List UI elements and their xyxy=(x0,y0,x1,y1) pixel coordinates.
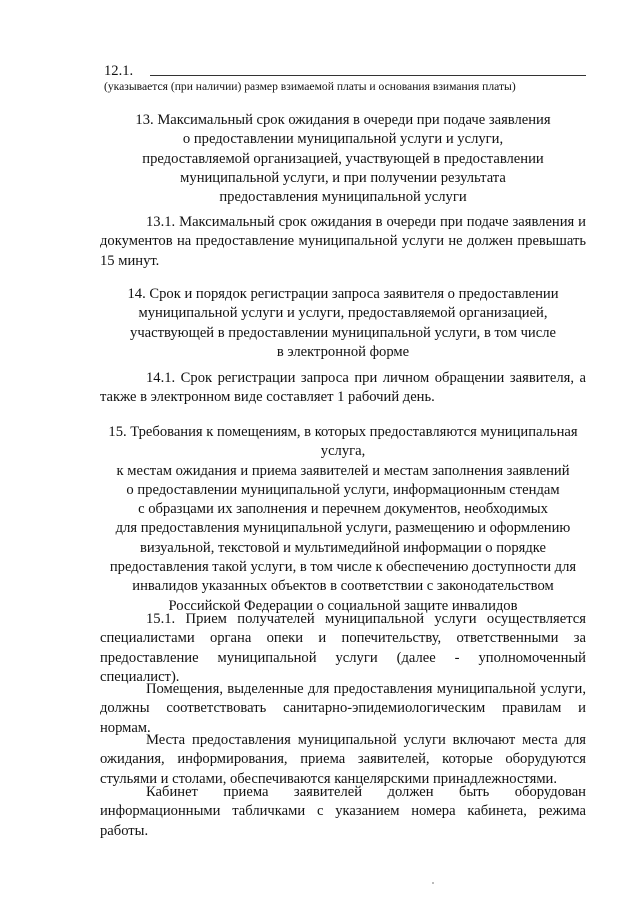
fee-field xyxy=(104,62,586,82)
heading-line: 13. Максимальный срок ожидания в очереди при подаче заявления xyxy=(135,112,551,128)
heading-line: 15. Требования к помещениям, в которых предоставляются муниципальная xyxy=(108,424,578,440)
heading-line: муниципальной услуги и услуги, предоставляемой организацией, xyxy=(138,305,548,322)
paragraph-service-places: Места предоставления муниципальной услуги включают места для ожидания, информирования, приема заявителей, которые оборудуются стульями и столами, обеспечиваются канцелярскими принадлежностями. xyxy=(100,732,586,787)
paragraph-office: Кабинет приема заявителей должен быть оборудован информационными табличками с указанием номера кабинета, режима работы. xyxy=(100,784,586,839)
heading-line: о предоставлении муниципальной услуги и услуги, xyxy=(182,131,504,148)
blank-fill-line xyxy=(150,75,586,76)
paragraph-premises: Помещения, выделенные для предоставления муниципальной услуги, должны соответствовать санитарно-эпидемиологическим правилам и нормам. xyxy=(100,681,586,736)
heading-line: предоставления муниципальной услуги xyxy=(219,189,467,206)
heading-line: в электронной форме xyxy=(276,343,410,360)
heading-line: визуальной, текстовой и мультимедийной информации о порядке xyxy=(140,539,546,556)
paragraph-13-1: 13.1. Максимальный срок ожидания в очереди при подаче заявления и документов на предоставление муниципальной услуги не должен превышать 15 минут. xyxy=(100,214,586,269)
heading-line: предоставления такой услуги, в том числе к обеспечению доступности для xyxy=(109,559,577,576)
heading-line: предоставляемой организацией, участвующей в предоставлении xyxy=(142,150,544,167)
section-13-heading xyxy=(100,111,586,207)
section-14-heading xyxy=(100,285,586,362)
heading-line: Российской Федерации о социальной защите инвалидов xyxy=(168,597,518,614)
heading-line: инвалидов указанных объектов в соответствии с законодательством xyxy=(132,578,554,595)
paragraph-15-1: 15.1. Прием получателей муниципальной услуги осуществляется специалистами органа опеки и попечительству, ответственными за предоставление муниципальной услуги (далее - уполномоченный специалист). xyxy=(100,611,586,685)
heading-line: о предоставлении муниципальной услуги, информационным стендам xyxy=(126,481,560,498)
paragraph-14-1: 14.1. Срок регистрации запроса при личном обращении заявителя, а также в электронном виде составляет 1 рабочий день. xyxy=(100,370,586,406)
item-number: 12.1. xyxy=(104,63,134,79)
fee-field-caption: (указывается (при наличии) размер взимаемой платы и основания взимания платы) xyxy=(104,80,516,93)
heading-line: услуга, xyxy=(320,443,366,460)
heading-line: к местам ожидания и приема заявителей и местам заполнения заявлений xyxy=(116,462,570,479)
heading-line: 14. Срок и порядок регистрации запроса заявителя о предоставлении xyxy=(127,286,559,302)
heading-line: муниципальной услуги, и при получении результата xyxy=(180,169,506,186)
heading-line: с образцами их заполнения и перечнем документов, необходимых xyxy=(138,501,548,518)
section-15-heading xyxy=(100,423,586,616)
heading-line: для предоставления муниципальной услуги, размещению и оформлению xyxy=(115,520,571,537)
heading-line: участвующей в предоставлении муниципальной услуги, в том числе xyxy=(130,324,556,341)
scan-speck xyxy=(432,882,434,884)
